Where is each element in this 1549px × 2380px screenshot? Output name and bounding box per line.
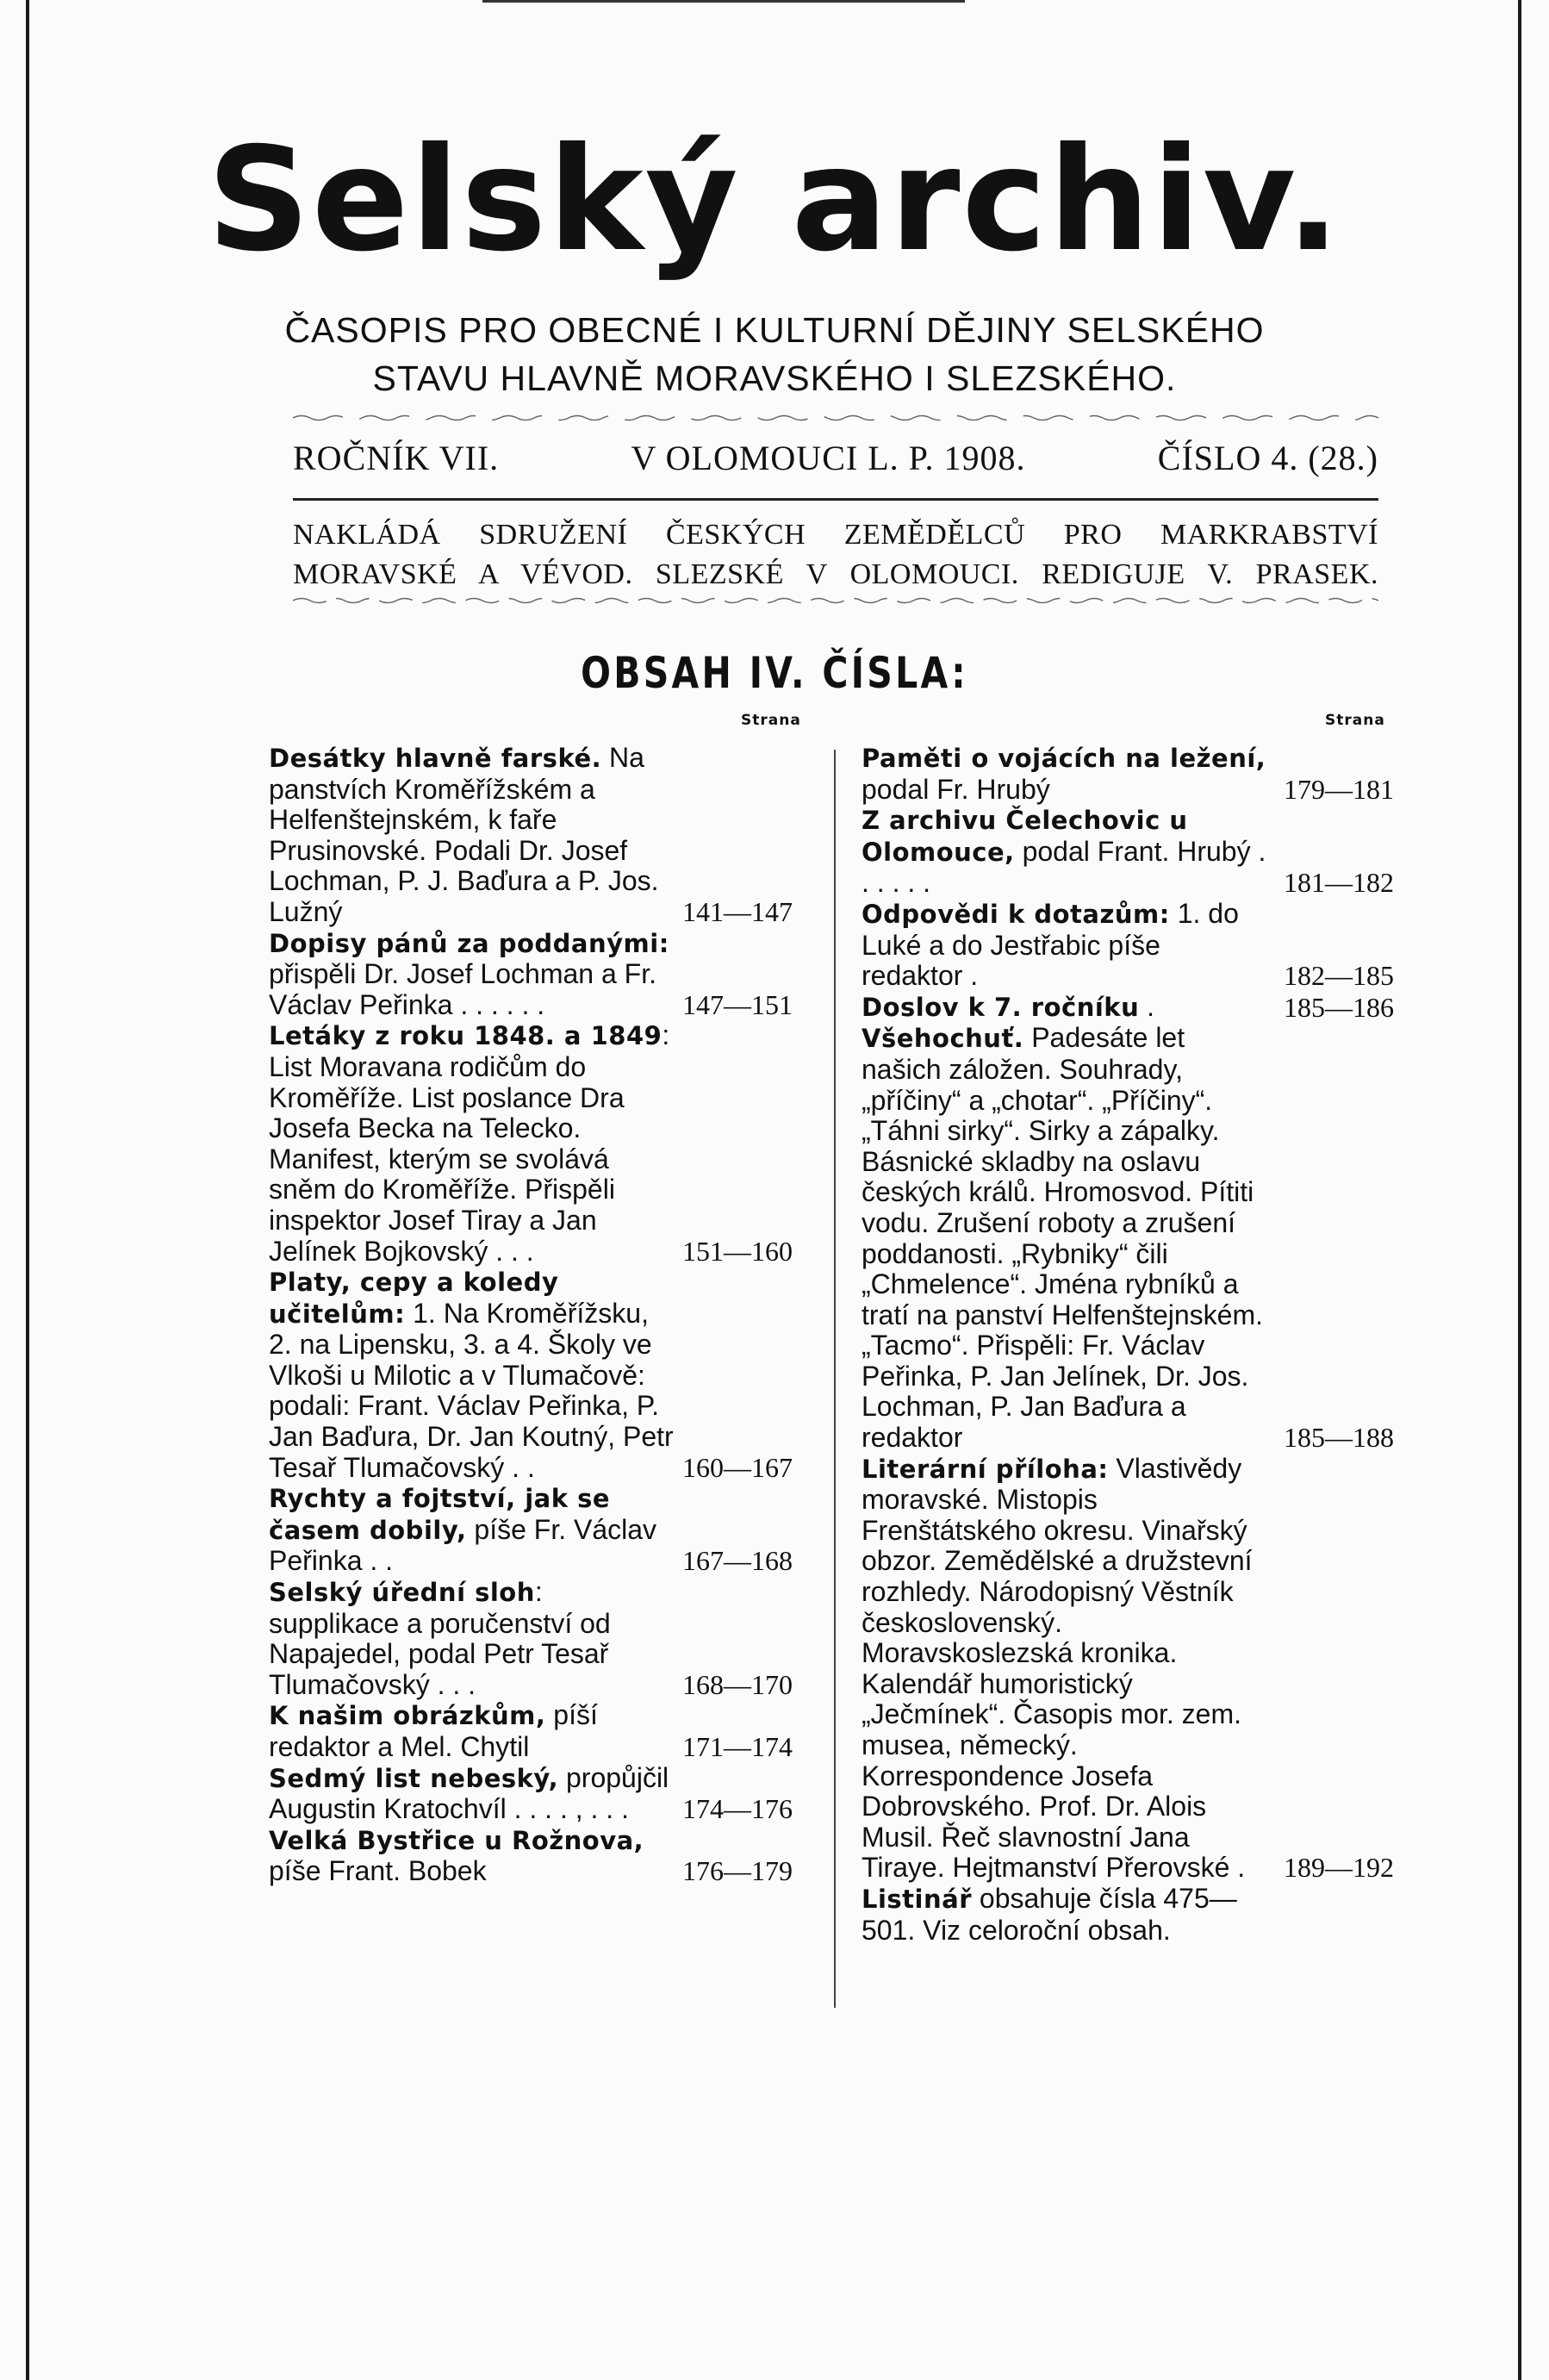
contents-entry: [269, 743, 820, 928]
contents-entry: [862, 899, 1413, 992]
entry-pages: 185—188: [1284, 1422, 1394, 1454]
entry-pages: 179—181: [1284, 773, 1394, 805]
contents-entry: [269, 1483, 820, 1577]
contents-entry: [862, 1884, 1413, 1946]
column-divider: [834, 750, 836, 2008]
entry-pages: 189—192: [1284, 1852, 1394, 1884]
entry-pages: 151—160: [682, 1235, 793, 1267]
contents-entry: [269, 1577, 820, 1700]
page-column-label: Strana: [741, 712, 801, 729]
issue-number: ČÍSLO 4. (28.): [1157, 439, 1378, 477]
entry-text: .: [1139, 990, 1155, 1022]
entry-heading: Literární příloha:: [862, 1454, 1109, 1484]
left-entries: [269, 743, 820, 1887]
entry-heading: Velká Bystřice u Rožnova,: [269, 1825, 644, 1855]
entry-heading: Selský úřední sloh: [269, 1578, 535, 1608]
entry-heading: Sedmý list nebeský,: [269, 1763, 559, 1793]
entry-text: podal Fr. Hrubý: [862, 773, 1050, 805]
entry-pages: 171—174: [682, 1731, 793, 1762]
entry-pages: 185—186: [1284, 991, 1394, 1023]
publisher-block: [293, 515, 1378, 595]
entry-heading: Rychty a fojtství, jak se časem dobily,: [269, 1484, 611, 1545]
volume-label: ROČNÍK VII.: [293, 439, 500, 477]
entry-text: podal Frant. Hrubý . . . . . .: [862, 835, 1266, 899]
wavy-rule-top: [293, 414, 1378, 422]
contents-entry: [862, 1023, 1413, 1453]
entry-pages: 167—168: [682, 1545, 793, 1577]
entry-text: : List Moravana rodičům do Kroměříže. List poslance Dra Josefa Becka na Telecko. Manifest, kterým se svolává sněm do Kroměříže. Přispěli inspektor Josef Tiray a Jan Jelínek Bojkovský . . .: [269, 1019, 670, 1267]
right-entries: [862, 743, 1413, 1946]
contents-entry: [862, 1454, 1413, 1884]
contents-entry: [862, 992, 1413, 1024]
contents-entry: [862, 805, 1413, 899]
entry-pages: 174—176: [682, 1793, 793, 1825]
entry-heading: Odpovědi k dotazům:: [862, 899, 1170, 929]
entry-heading: Doslov k 7. ročníku: [862, 992, 1140, 1022]
publisher-line-2: MORAVSKÉ A VÉVOD. SLEZSKÉ V OLOMOUCI. REDIGUJE V. PRASEK.: [293, 558, 1378, 590]
entry-text: píší redaktor a Mel. Chytil: [269, 1699, 598, 1762]
publisher-line-1: NAKLÁDÁ SDRUŽENÍ ČESKÝCH ZEMĚDĚLCŮ PRO MARKRABSTVÍ: [293, 519, 1378, 551]
place-date: V OLOMOUCI L. P. 1908.: [631, 439, 1026, 477]
rule-above-publisher: [293, 498, 1378, 501]
entry-pages: 147—151: [682, 988, 793, 1020]
entry-text: píše Fr. Václav Peřinka . .: [269, 1513, 657, 1577]
wavy-rule-bottom: [293, 596, 1378, 605]
entry-heading: Platy, cepy a koledy učitelům:: [269, 1268, 559, 1329]
entry-text: Vlastivědy moravské. Mistopis Frenštátského okresu. Vinařský obzor. Zemědělské a družstevní rozhledy. Národopisný Věstník československý. Moravskoslezská kronika. Kalendář humoristický „Ječmínek“. Časopis mor. zem. musea, německý. Korrespondence Josefa Dobrovského. Prof. Dr. Alois Musil. Řeč slavnostní Jana Tiraye. Hejtmanství Přerovské .: [862, 1452, 1253, 1884]
entry-text: 1. Na Kroměřížsku, 2. na Lipensku, 3. a 4. Školy ve Vlkoši u Milotic a v Tlumačově: podali: Frant. Václav Peřinka, P. Jan Baďura, Dr. Jan Koutný, Petr Tesař Tlumačovský . .: [269, 1297, 674, 1483]
entry-pages: 182—185: [1284, 960, 1394, 992]
entry-heading: Listinář: [862, 1884, 973, 1914]
contents-entry: [269, 1267, 820, 1483]
top-edge-line: [482, 0, 965, 3]
entry-text: Na panstvích Kroměřížském a Helfenštejnském, k faře Prusinovské. Podali Dr. Josef Lochman, P. J. Baďura a P. Jos. Lužný: [269, 742, 659, 927]
entry-text: Padesáte let našich záložen. Souhrady, „příčiny“ a „chotar“. „Příčiny“. „Táhni sirky“. Sirky a zápalky. Básnické skladby na oslavu českých králů. Hromosvod. Pítiti vodu. Zrušení roboty a zrušení poddanosti. „Rybniky“ čili „Chmelence“. Jména rybníků a tratí na panství Helfenštejnském. „Tacmo“. Přispěli: Fr. Václav Peřinka, P. Jan Jelínek, Dr. Jos. Lochman, P. Jan Baďura a redaktor: [862, 1022, 1263, 1454]
entry-text: píše Frant. Bobek: [269, 1855, 487, 1887]
entry-pages: 181—182: [1284, 867, 1394, 899]
page-column-label: Strana: [1325, 712, 1385, 729]
journal-subtitle: [0, 306, 1549, 402]
journal-title: Selský archiv.: [207, 117, 1342, 283]
entry-heading: Všehochuť.: [862, 1024, 1024, 1054]
entry-text: přispěli Dr. Josef Lochman a Fr. Václav Peřinka . . . . . .: [269, 958, 656, 1020]
entry-text: propůjčil Augustin Kratochvíl . . . . , . . .: [269, 1761, 669, 1825]
contents-entry: [269, 1763, 820, 1825]
entry-heading: Desátky hlavně farské.: [269, 744, 602, 773]
subtitle-line-2: STAVU HLAVNĚ MORAVSKÉHO I SLEZSKÉHO.: [372, 358, 1177, 398]
issue-info-row: [293, 438, 1378, 478]
entry-text: obsahuje čísla 475—501. Viz celoroční obsah.: [862, 1882, 1237, 1946]
contents-entry: [269, 928, 820, 1021]
contents-entry: [269, 1700, 820, 1762]
entry-heading: Dopisy pánů za poddanými:: [269, 928, 669, 958]
entry-pages: 141—147: [682, 895, 793, 927]
contents-entry: [862, 743, 1413, 805]
entry-pages: 160—167: [682, 1451, 793, 1483]
entry-text: 1. do Luké a do Jestřabic píše redaktor .: [862, 897, 1239, 992]
entry-pages: 168—170: [682, 1668, 793, 1700]
entry-heading: K našim obrázkům,: [269, 1701, 546, 1731]
entry-pages: 176—179: [682, 1855, 793, 1887]
subtitle-line-1: ČASOPIS PRO OBECNÉ I KULTURNÍ DĚJINY SELSKÉHO: [284, 310, 1265, 350]
contents-entry: [269, 1825, 820, 1887]
contents-heading: OBSAH IV. ČÍSLA:: [581, 648, 968, 698]
entry-heading: Z archivu Čelechovic u Olomouce,: [862, 806, 1188, 867]
entry-text: : supplikace a poručenství od Napajedel, podal Petr Tesař Tlumačovský . . .: [269, 1576, 611, 1700]
entry-heading: Paměti o vojácích na ležení,: [862, 744, 1266, 773]
entry-heading: Letáky z roku 1848. a 1849: [269, 1021, 663, 1051]
contents-entry: [269, 1020, 820, 1267]
